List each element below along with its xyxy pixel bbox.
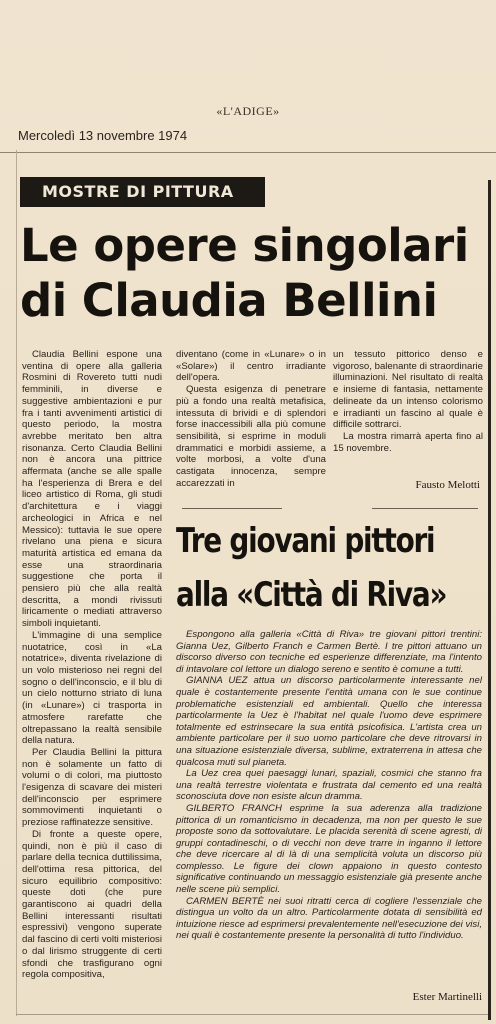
article2-paragraph: GILBERTO FRANCH esprime la sua aderenza alla tradizione pittorica di un romanticismo in decadenza, ma non per questo le sue proposte sono da sottovalutare. Le placida serenità di scene agresti, di gruppi contadineschi, o di vecchi non deve trarre in inganno il lettore che deve ricercare al di là di una semplicità voluta un discorso più complesso. Le figure dei clown appaiono in questo contesto significative continuando un messaggio esistenziale già presente anche nelle scene più semplici. (176, 802, 482, 896)
article2-body (176, 629, 482, 942)
article2-paragraph: La Uez crea quei paesaggi lunari, spaziali, cosmici che stanno fra una realtà terrestre violentata e frustrata dal cemento ed una realtà sconosciuta dove non esiste alcun dramma. (176, 768, 482, 803)
top-divider (0, 152, 496, 153)
article1-paragraph: Di fronte a queste opere, quindi, non è più il caso di parlare della tecnica duttilissima, dell'ottima resa pittorica, del sicuro equilibrio compositivo: queste doti (che pure garantiscono ai quadri della Bellini interessanti risultati espressivi) vengono superate dal fascino di certi volti misteriosi o dal lirismo struggente di certi sfondi che trasfigurano ogni regola compositiva, (22, 828, 162, 981)
article1-column-2 (176, 349, 326, 517)
article2-headline-line1: Tre giovani pittori (176, 521, 435, 561)
article1-headline-line2: di Claudia Bellini (20, 274, 438, 327)
article1-paragraph: La mostra rimarrà aperta fino al 15 novembre. (333, 430, 483, 454)
article-separator-left (182, 508, 282, 509)
article2-paragraph: CARMEN BERTÈ nei suoi ritratti cerca di cogliere l'essenziale che distingua un volto da un altro. Particolarmente dotata di sensibilità ed intuizione riesce ad esprimersi prevalentemente nell'esecuzione dei visi, nei quali è costantemente presente la personalità di tutto l'individuo. (176, 895, 482, 942)
article1-paragraph: Claudia Bellini espone una ventina di opere alla galleria Rosmini di Rovereto tutti nudi femminili, in diverse e suggestive ambientazioni e pur fra i tanti avvenimenti artistici di questo periodo, la mostra avrebbe meritato ben altra risonanza. Certo Claudia Bellini non è ancora una pittrice affermata (anche se alle spalle ha l'esperienza di Brera e del liceo artistico di Roma, gli studi d'architettura e i viaggi archeologici in Africa e nel Messico): tuttavia le sue opere rivelano una piena e sicura maturità artistica ed emana da esse una straordinaria suggestione che porta il pensiero più che alla realtà descritta, a mondi rivissuti liricamente o mediati attraverso simboli inquietanti. (22, 349, 162, 630)
article2-paragraph: Espongono alla galleria «Città di Riva» tre giovani pittori trentini: Gianna Uez, Gilberto Franch e Carmen Bertè. I tre pittori attuano un discorso diverso con tecniche ed esperienze differenziate, ma l'intento di intavolare col lettore un dialogo sereno e sentito è comune a tutti. (176, 629, 482, 675)
newspaper-masthead: «L'ADIGE» (216, 104, 280, 118)
article1-author: Fausto Melotti (415, 479, 480, 491)
clipping-left-edge (16, 150, 17, 1016)
article2-headline (176, 514, 447, 622)
article1-column-3 (333, 349, 483, 479)
article2-paragraph: GIANNA UEZ attua un discorso particolarmente interessante nel quale è costantemente presente l'entità umana con le sue continue problematiche esistenziali ed ambientali. Quello che interessa particolarmente la Uez è l'habitat nel quale l'uomo deve esprimere totalmente ed estrinsecare la sua entità psicofisica. L'artista crea un ambiente particolare per il suo uomo particolare che deve ritrovarsi in una situazione esistenziale diversa, sublime, extraterrena in attesa che qualcosa muti sul pianeta. (176, 675, 482, 768)
article1-headline (20, 218, 490, 328)
article1-paragraph: Questa esigenza di penetrare più a fondo una realtà metafisica, intessuta di brividi e di splendori forse inaccessibili alla più comune sensibilità, si esprime in moduli drammatici e morbidi assieme, a volte morbosi, a volte d'una castigata innocenza, sempre accarezzati in (176, 384, 326, 489)
article1-paragraph: L'immagine di una semplice nuotatrice, così in «La notatrice», diventa rivelazione di un volo misterioso nei regni del sogno o dell'inconscio, e il blu di un cielo notturno striato di luna (in «Lunare») ci trasporta in atmosfere rarefatte che oltrepassano la realtà sensibile della natura. (22, 629, 162, 747)
article2-headline-line2: alla «Città di Riva» (176, 575, 447, 615)
article-separator-right (372, 508, 478, 509)
article1-column-1 (22, 349, 162, 1019)
article2-author: Ester Martinelli (412, 991, 482, 1003)
issue-date: Mercoledì 13 novembre 1974 (18, 128, 188, 143)
article1-paragraph: Per Claudia Bellini la pittura non è solamente un fatto di volumi o di colori, ma piuttosto l'esigenza di scavare dei misteri dell'inconscio per esprimere sommovimenti inquietanti o preziose raffinatezze sensitive. (22, 746, 162, 829)
clipping-bottom-edge (16, 1014, 488, 1015)
article1-paragraph: un tessuto pittorico denso e vigoroso, balenante di straordinarie illuminazioni. Nel risultato di realtà e insieme di fantasia, nettamente delineate da un intenso colorismo e irradianti un fascino al quale è difficile sottrarci. (333, 349, 483, 431)
section-kicker: MOSTRE DI PITTURA (20, 177, 265, 207)
article1-headline-line1: Le opere singolari (20, 219, 469, 272)
article1-paragraph: diventano (come in «Lunare» o in «Solare») il centro irradiante dell'opera. (176, 349, 326, 384)
